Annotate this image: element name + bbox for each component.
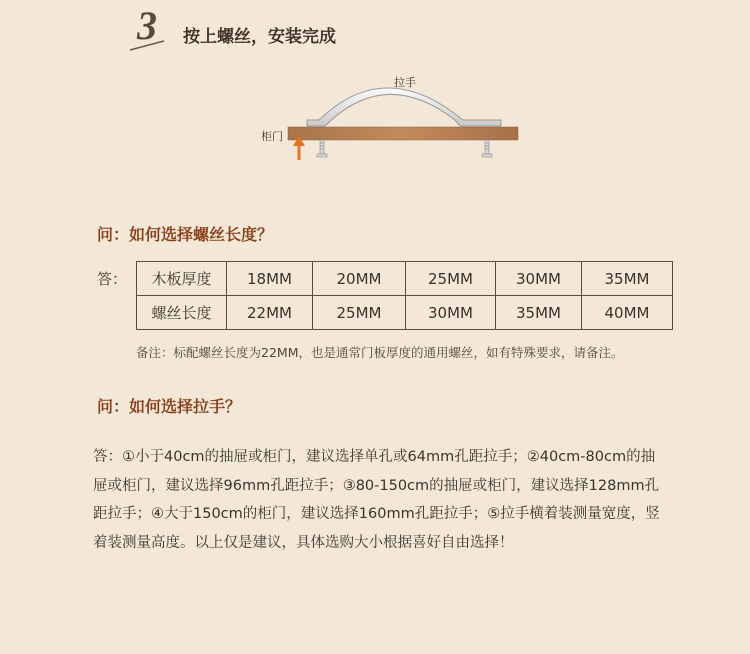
table-cell: 25MM (313, 296, 406, 330)
answer-line: 距拉手；④大于150cm的柜门，建议选择160mm孔距拉手；⑤拉手横着装测量宽度，竖 (93, 506, 660, 522)
question-handle-title: 问：如何选择拉手？ (97, 397, 242, 416)
answer-line: 屉或柜门，建议选择96mm孔距拉手；③80-150cm的抽屉或柜门，建议选择128mm孔 (93, 477, 660, 494)
table-cell: 22MM (227, 296, 313, 330)
answer-line: 着装测量高度。以上仅是建议，具体选购大小根据喜好自由选择！ (93, 534, 514, 551)
screw-length-table (136, 261, 673, 330)
note-text: 备注：标配螺丝长度为22MM，也是通常门板厚度的通用螺丝，如有特殊要求，请备注。 (136, 345, 624, 360)
answer-label: 答： (97, 270, 128, 288)
question-screw-length-title: 问：如何选择螺丝长度？ (97, 225, 274, 244)
answer-line: 答：①小于40cm的抽屉或柜门，建议选择单孔或64mm孔距拉手；②40cm-80cm的抽 (93, 449, 656, 465)
screw-right (482, 140, 492, 157)
table-row (137, 262, 673, 296)
table-cell: 30MM (496, 262, 582, 296)
table-cell: 40MM (582, 296, 673, 330)
table-cell: 螺丝长度 (137, 296, 227, 330)
handle-label: 拉手 (394, 76, 416, 89)
screw-left (317, 140, 327, 157)
door-label: 柜门 (261, 130, 283, 143)
table-row (137, 296, 673, 330)
handle-answer (93, 443, 693, 557)
step-number: 3 (137, 3, 157, 48)
table-cell: 35MM (496, 296, 582, 330)
table-cell: 木板厚度 (137, 262, 227, 296)
table-cell: 35MM (582, 262, 673, 296)
table-cell: 30MM (406, 296, 496, 330)
table-cell: 18MM (227, 262, 313, 296)
step-title: 按上螺丝，安装完成 (183, 27, 336, 47)
table-cell: 25MM (406, 262, 496, 296)
handle-shape (307, 88, 501, 126)
step-underline (128, 38, 168, 52)
table-cell: 20MM (313, 262, 406, 296)
door-board (288, 127, 518, 140)
